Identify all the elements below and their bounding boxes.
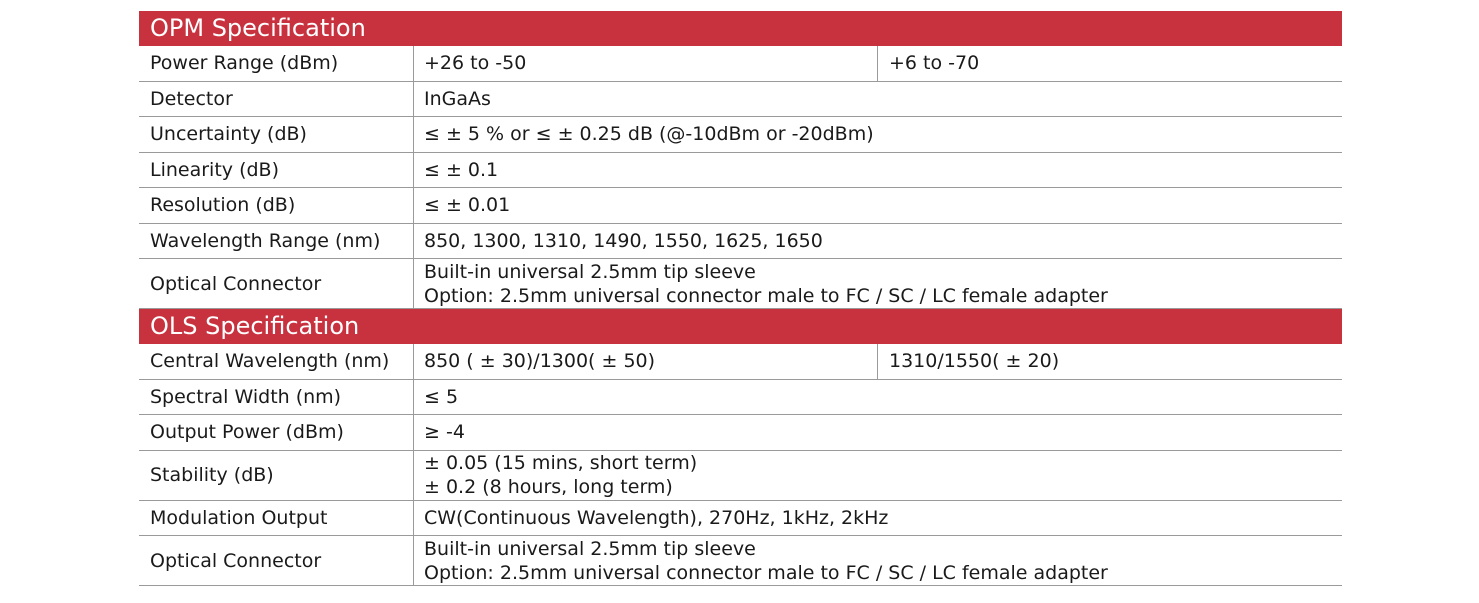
spec-table — [139, 11, 1342, 586]
ols-section-header: OLS Specification — [139, 309, 1342, 344]
row-value: ≥ -4 — [424, 421, 465, 444]
row-label: Optical Connector — [139, 536, 414, 585]
row-value: ≤ ± 5 % or ≤ ± 0.25 dB (@-10dBm or -20dBm) — [424, 123, 874, 146]
row-label: Central Wavelength (nm) — [139, 344, 414, 379]
table-row-detector — [139, 82, 1342, 118]
row-value: ≤ ± 0.1 — [424, 158, 499, 181]
table-row-spectral-width — [139, 380, 1342, 416]
row-value: ≤ ± 0.01 — [424, 194, 511, 217]
row-value — [414, 451, 1342, 500]
row-label: Uncertainty (dB) — [139, 117, 414, 152]
row-value: InGaAs — [424, 87, 491, 110]
row-label: Linearity (dB) — [139, 153, 414, 188]
row-value: 850, 1300, 1310, 1490, 1550, 1625, 1650 — [424, 229, 823, 252]
row-label: Power Range (dBm) — [139, 46, 414, 81]
table-row-power-range — [139, 46, 1342, 82]
row-label: Stability (dB) — [139, 451, 414, 500]
table-row-ols-optical-connector — [139, 536, 1342, 586]
row-value — [414, 259, 1342, 308]
row-value-line: Option: 2.5mm universal connector male to FC / SC / LC female adapter — [424, 561, 1108, 584]
row-value: ≤ 5 — [424, 385, 459, 408]
row-value-line: Built-in universal 2.5mm tip sleeve — [424, 260, 756, 283]
table-row-linearity — [139, 153, 1342, 189]
row-value-line: Option: 2.5mm universal connector male to FC / SC / LC female adapter — [424, 284, 1108, 307]
row-value-secondary: 1310/1550( ± 20) — [889, 350, 1060, 373]
row-label: Detector — [139, 82, 414, 117]
row-label: Output Power (dBm) — [139, 415, 414, 450]
row-value-line: ± 0.2 (8 hours, long term) — [424, 476, 673, 498]
opm-section-header: OPM Specification — [139, 11, 1342, 46]
row-value: +26 to -50 — [414, 46, 878, 81]
table-row-output-power — [139, 415, 1342, 451]
row-value-secondary: +6 to -70 — [889, 52, 980, 75]
row-label: Resolution (dB) — [139, 188, 414, 223]
row-value — [414, 536, 1342, 585]
row-label: Wavelength Range (nm) — [139, 224, 414, 259]
row-label: Spectral Width (nm) — [139, 380, 414, 415]
table-row-modulation-output — [139, 501, 1342, 537]
row-value-line: Built-in universal 2.5mm tip sleeve — [424, 537, 756, 560]
row-value: CW(Continuous Wavelength), 270Hz, 1kHz, 2kHz — [424, 506, 889, 529]
row-value: 850 ( ± 30)/1300( ± 50) — [414, 344, 878, 379]
table-row-resolution — [139, 188, 1342, 224]
table-row-opm-optical-connector — [139, 259, 1342, 309]
row-label: Modulation Output — [139, 501, 414, 536]
row-value-line: ± 0.05 (15 mins, short term) — [424, 452, 698, 474]
row-label: Optical Connector — [139, 259, 414, 308]
table-row-stability — [139, 451, 1342, 501]
table-row-uncertainty — [139, 117, 1342, 153]
table-row-central-wavelength — [139, 344, 1342, 380]
table-row-wavelength-range — [139, 224, 1342, 260]
